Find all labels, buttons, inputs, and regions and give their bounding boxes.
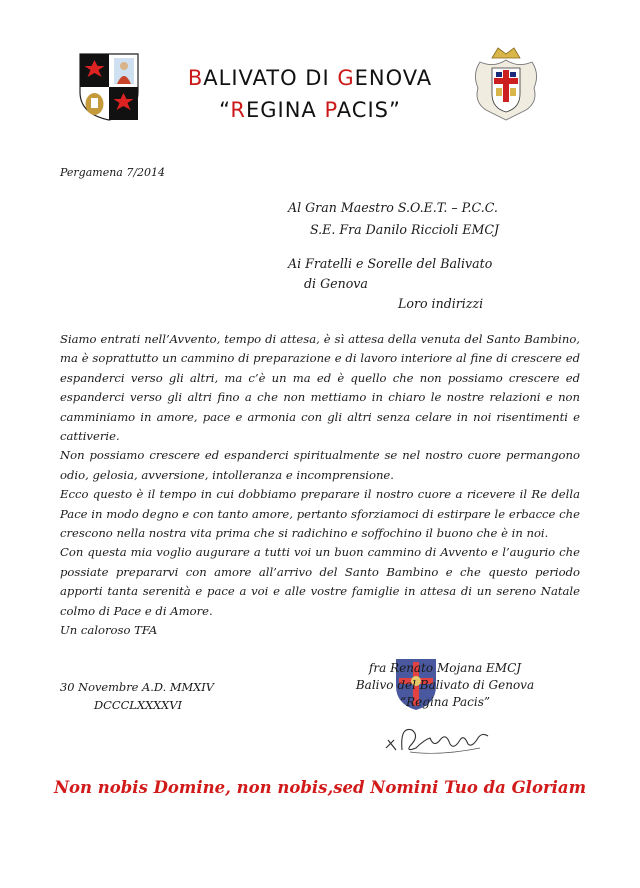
initial-b: B <box>187 66 204 90</box>
latin-motto: Non nobis Domine, non nobis,sed Nomini Tuo da Gloriam <box>53 778 587 797</box>
signer-organization: “Regina Pacis” <box>399 695 491 709</box>
letterhead <box>0 0 640 140</box>
signer-name: fra Renato Mojana EMCJ <box>368 661 522 675</box>
heraldic-crest-icon <box>470 44 542 124</box>
recipient-line: di Genova <box>304 276 368 291</box>
body-closing: Un caloroso TFA <box>60 623 158 638</box>
title-word-acis: ACIS <box>336 98 389 122</box>
signer-title: Balivo del Balivato di Genova <box>355 678 535 692</box>
body-paragraph: Siamo entrati nell’Avvento, tempo di attesa, è sì attesa della venuta del Santo Bambino, ma è soprattutto un cammino di preparazione e di lavoro interiore al fine di crescere ed espanderci verso gli altri, ma c’è un ma ed è quello che non possiamo crescere ed espanderci verso gli altri fino a che non mettiamo in chiaro le nostre relazioni e non camminiamo in amore, pace e armonia con gli altri senza celare in noi risentimenti e cattiverie. <box>60 332 580 444</box>
title-line-2 <box>150 94 470 126</box>
close-quote: ” <box>388 98 401 122</box>
initial-p: P <box>324 98 337 122</box>
recipient-line: Al Gran Maestro S.O.E.T. – P.C.C. <box>288 200 498 215</box>
recipient-line: S.E. Fra Danilo Riccioli EMCJ <box>310 222 500 237</box>
title-word-egina: EGINA <box>245 98 325 122</box>
letterhead-title <box>150 62 470 126</box>
open-quote: “ <box>219 98 231 122</box>
date-line: 30 Novembre A.D. MMXIV <box>60 680 214 694</box>
body-paragraph: Con questa mia voglio augurare a tutti voi un buon cammino di Avvento e l’augurio che possiate prepararvi con amore all’arrivo del Santo Bambino e che questo periodo apporti tanta serenità e pace a voi e alle vostre famiglie in attesa di un sereno Natale colmo di Pace e di Amore. <box>60 545 580 618</box>
signature-block <box>330 660 560 711</box>
document-reference: Pergamena 7/2014 <box>60 166 166 179</box>
letter-body <box>60 330 580 641</box>
recipient-line: Ai Fratelli e Sorelle del Balivato <box>288 256 493 271</box>
body-paragraph: Non possiamo crescere ed espanderci spiritualmente se nel nostro cuore permangono odio, gelosia, avversione, intolleranza e incomprensione. <box>60 448 580 482</box>
title-line-1 <box>150 62 470 94</box>
recipient-line: Loro indirizzi <box>398 296 484 311</box>
title-word-alivato: ALIVATO DI <box>203 66 338 90</box>
date-roman-line: DCCCLXXXXVI <box>94 698 183 712</box>
initial-r: R <box>230 98 246 122</box>
body-paragraph: Ecco questo è il tempo in cui dobbiamo preparare il nostro cuore a ricevere il Re della Pace in modo degno e con tanto amore, pertanto sforziamoci di estirpare le erbacce che crescono nella nostra vita prima che si radichino e soffochino il buono che è in noi. <box>60 487 580 541</box>
title-word-enova: ENOVA <box>354 66 433 90</box>
coat-of-arms-crosses-icon <box>78 52 140 122</box>
date-block <box>60 678 214 714</box>
initial-g: G <box>337 66 355 90</box>
handwritten-signature <box>380 718 500 758</box>
